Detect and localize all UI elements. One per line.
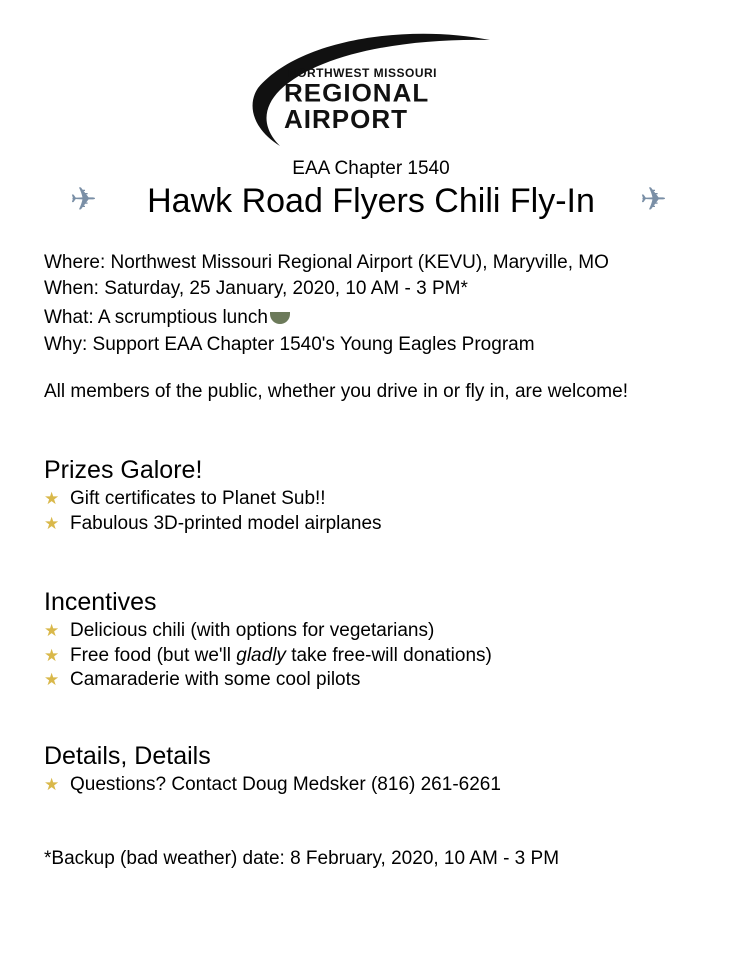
logo-line-3: AIRPORT [284, 104, 408, 134]
welcome-text: All members of the public, whether you drive in or fly in, are welcome! [44, 381, 628, 402]
bowl-icon [270, 312, 290, 324]
list-item [44, 488, 326, 510]
star-icon: ★ [44, 670, 60, 689]
star-icon: ★ [44, 621, 60, 640]
prize-1: Gift certificates to Planet Sub!! [70, 488, 326, 509]
when-line: When: Saturday, 25 January, 2020, 10 AM - 3 PM* [44, 278, 468, 299]
airplane-icon: ✈ [70, 181, 97, 217]
star-icon: ★ [44, 489, 60, 508]
incentives-heading: Incentives [44, 588, 157, 616]
airplane-icon: ✈ [640, 181, 667, 217]
what-line [44, 307, 290, 329]
incentive-2-before: Free food (but we'll [70, 645, 237, 666]
star-icon: ★ [44, 775, 60, 794]
list-item [44, 669, 360, 691]
airport-logo [240, 28, 502, 148]
where-line: Where: Northwest Missouri Regional Airport (KEVU), Maryville, MO [44, 252, 609, 273]
incentive-2-after: take free-will donations) [285, 645, 492, 666]
list-item [44, 645, 492, 667]
why-line: Why: Support EAA Chapter 1540's Young Eagles Program [44, 334, 535, 355]
prize-2: Fabulous 3D-printed model airplanes [70, 513, 382, 534]
list-item [44, 774, 501, 796]
incentive-1: Delicious chili (with options for vegetarians) [70, 620, 435, 641]
prizes-heading: Prizes Galore! [44, 456, 203, 484]
list-item [44, 513, 382, 535]
list-item [44, 620, 434, 642]
star-icon: ★ [44, 514, 60, 533]
incentive-2-em: gladly [236, 645, 286, 666]
what-text: What: A scrumptious lunch [44, 307, 268, 328]
details-heading: Details, Details [44, 742, 211, 770]
incentive-3: Camaraderie with some cool pilots [70, 669, 361, 690]
star-icon: ★ [44, 646, 60, 665]
contact-text: Questions? Contact Doug Medsker (816) 261-6261 [70, 774, 501, 795]
event-title: Hawk Road Flyers Chili Fly-In [147, 182, 595, 220]
logo-line-2: REGIONAL [284, 78, 430, 108]
backup-date: *Backup (bad weather) date: 8 February, 2020, 10 AM - 3 PM [44, 848, 560, 869]
chapter-label: EAA Chapter 1540 [292, 158, 450, 179]
logo-line-1: NORTHWEST MISSOURI [288, 66, 437, 80]
